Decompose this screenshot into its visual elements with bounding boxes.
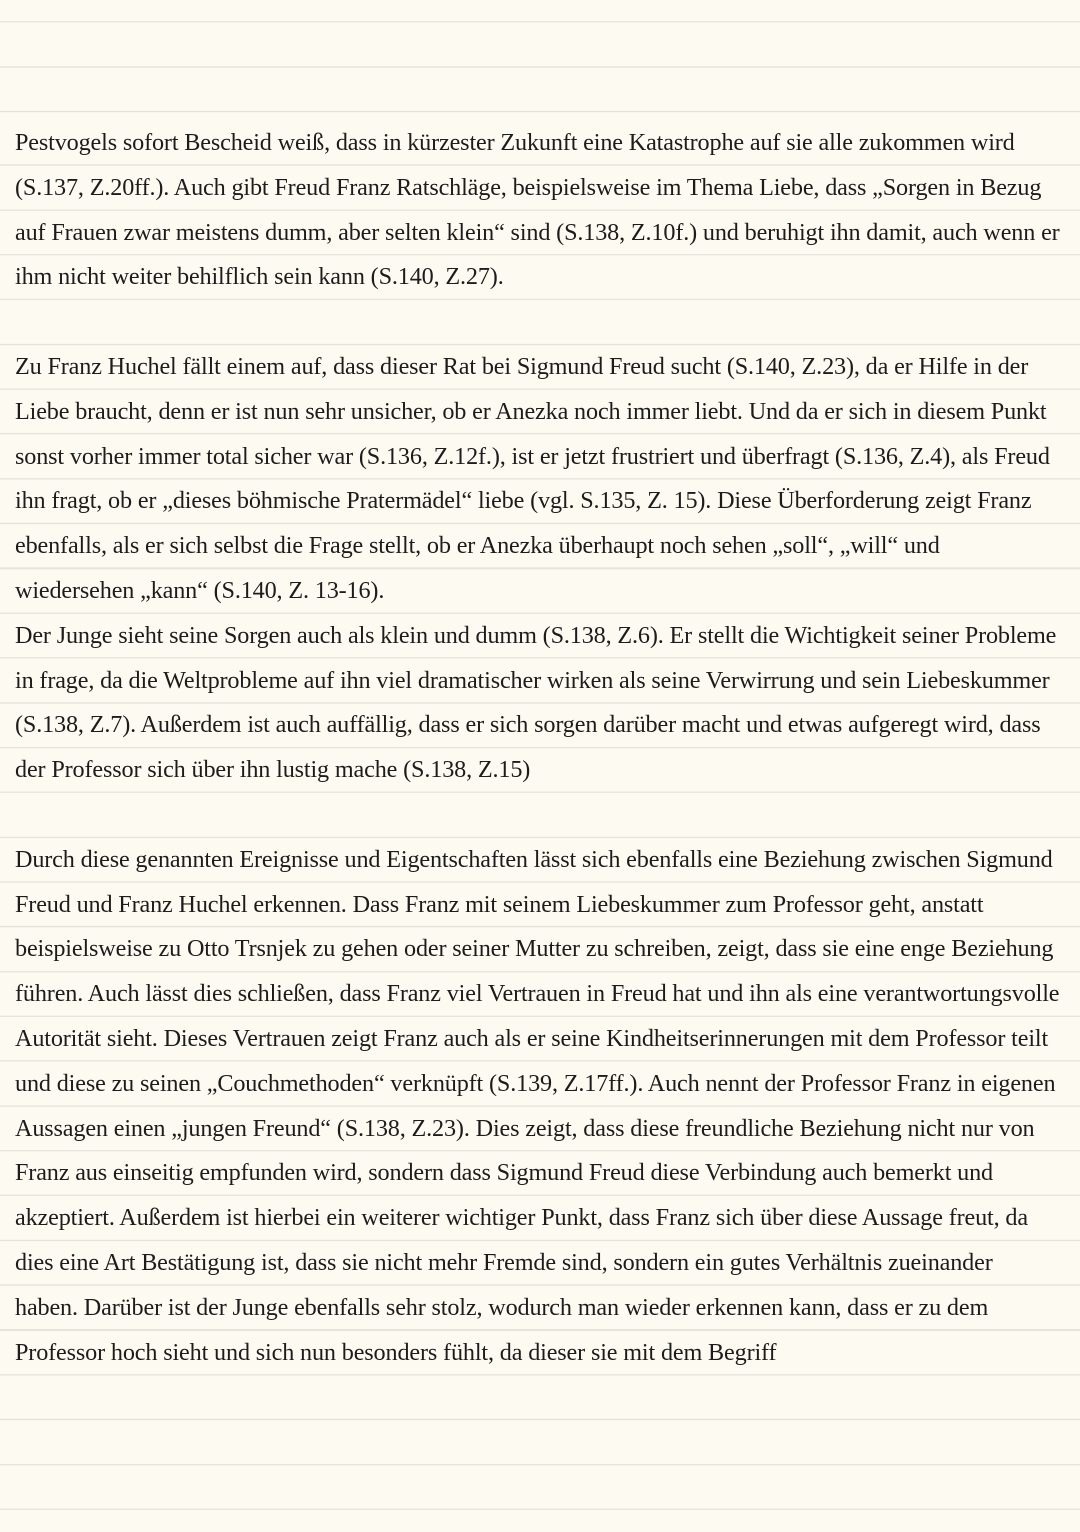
paragraph-3: Der Junge sieht seine Sorgen auch als klein und dumm (S.138, Z.6). Er stellt die Wichtigkeit seiner Probleme in frage, da die Weltprobleme auf ihn viel dramatischer wirken als seine Verwirrung und sein Liebeskummer (S.138, Z.7). Außerdem ist auch auffällig, dass er sich sorgen darüber macht und etwas aufgeregt wird, dass der Professor sich über ihn lustig mache (S.138, Z.15): [15, 621, 1057, 784]
essay-text: [15, 121, 1060, 1375]
paragraph-2: Zu Franz Huchel fällt einem auf, dass dieser Rat bei Sigmund Freud sucht (S.140, Z.23), da er Hilfe in der Liebe braucht, denn er ist nun sehr unsicher, ob er Anezka noch immer liebt. Und da er sich in diesem Punkt sonst vorher immer total sicher war (S.136, Z.12f.), ist er jetzt frustriert und überfragt (S.136, Z.4), als Freud ihn fragt, ob er „dieses böhmische Pratermädel“ liebe (vgl. S.135, Z. 15). Diese Überforderung zeigt Franz ebenfalls, als er sich selbst die Frage stellt, ob er Anezka überhaupt noch sehen „soll“, „will“ und wiedersehen „kann“ (S.140, Z. 13-16).: [15, 352, 1050, 604]
paragraph-4: Durch diese genannten Ereignisse und Eigentschaften lässt sich ebenfalls eine Beziehung zwischen Sigmund Freud und Franz Huchel erkennen. Dass Franz mit seinem Liebeskummer zum Professor geht, anstatt beispielsweise zu Otto Trsnjek zu gehen oder seiner Mutter zu schreiben, zeigt, dass sie eine enge Beziehung führen. Auch lässt dies schließen, dass Franz viel Vertrauen in Freud hat und ihn als eine verantwortungsvolle Autorität sieht. Dieses Vertrauen zeigt Franz auch als er seine Kindheitserinnerungen mit dem Professor teilt und diese zu seinen „Couchmethoden“ verknüpft (S.139, Z.17ff.). Auch nennt der Professor Franz in eigenen Aussagen einen „jungen Freund“ (S.138, Z.23). Dies zeigt, dass diese freundliche Beziehung nicht nur von Franz aus einseitig empfunden wird, sondern dass Sigmund Freud diese Verbindung auch bemerkt und akzeptiert. Außerdem ist hierbei ein weiterer wichtiger Punkt, dass Franz sich über diese Aussage freut, da dies eine Art Bestätigung ist, dass sie nicht mehr Fremde sind, sondern ein gutes Verhältnis zueinander haben. Darüber ist der Junge ebenfalls sehr stolz, wodurch man wieder erkennen kann, dass er zu dem Professor hoch sieht und sich nun besonders fühlt, da dieser sie mit dem Begriff: [15, 845, 1060, 1366]
paragraph-spacer: [15, 793, 1060, 838]
paragraph-1: Pestvogels sofort Bescheid weiß, dass in kürzester Zukunft eine Katastrophe auf sie alle zukommen wird (S.137, Z.20ff.). Auch gibt Freud Franz Ratschläge, beispielsweise im Thema Liebe, dass „Sorgen in Bezug auf Frauen zwar meistens dumm, aber selten klein“ sind (S.138, Z.10f.) und beruhigt ihn damit, auch wenn er ihm nicht weiter behilflich sein kann (S.140, Z.27).: [15, 129, 1060, 291]
paragraph-spacer: [15, 300, 1060, 345]
